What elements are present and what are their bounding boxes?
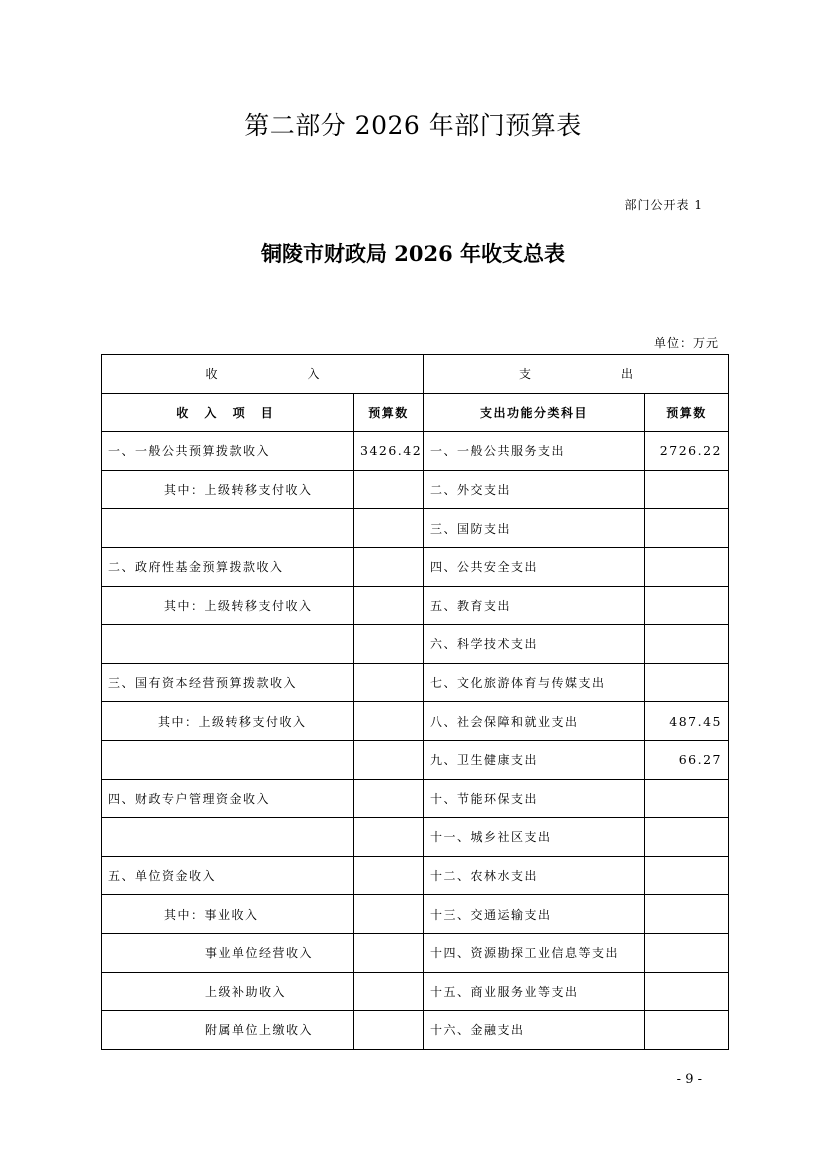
table-row [102, 933, 729, 972]
expense-amount [645, 779, 729, 818]
income-item: 其中：事业收入 [102, 895, 354, 934]
expense-item: 十三、交通运输支出 [424, 895, 645, 934]
part-title: 第二部分 2026 年部门预算表 [244, 111, 582, 140]
main-title: 铜陵市财政局 2026 年收支总表 [260, 241, 566, 266]
table-row [102, 856, 729, 895]
income-amount [354, 625, 424, 664]
expense-item: 十一、城乡社区支出 [424, 818, 645, 857]
col-income-item: 收 入 项 目 [102, 393, 354, 432]
income-item [102, 509, 354, 548]
table-row [102, 625, 729, 664]
expense-item: 十五、商业服务业等支出 [424, 972, 645, 1011]
table-row [102, 663, 729, 702]
expense-amount [645, 625, 729, 664]
table-row [102, 779, 729, 818]
table-row [102, 586, 729, 625]
expense-item: 十二、农林水支出 [424, 856, 645, 895]
expense-amount: 66.27 [645, 740, 729, 779]
expense-amount [645, 470, 729, 509]
table-row [102, 972, 729, 1011]
expense-section-header [424, 355, 729, 394]
expense-amount [645, 933, 729, 972]
page-number: - 9 - [676, 1072, 702, 1087]
expense-amount: 487.45 [645, 702, 729, 741]
col-income-amount: 预算数 [354, 393, 424, 432]
income-amount [354, 470, 424, 509]
income-item: 四、财政专户管理资金收入 [102, 779, 354, 818]
income-item: 五、单位资金收入 [102, 856, 354, 895]
expense-item: 十六、金融支出 [424, 1011, 645, 1050]
col-expense-amount: 预算数 [645, 393, 729, 432]
expense-amount [645, 663, 729, 702]
expense-section-char-2: 出 [621, 367, 634, 382]
expense-amount [645, 895, 729, 934]
table-row [102, 895, 729, 934]
expense-item: 五、教育支出 [424, 586, 645, 625]
expense-amount [645, 509, 729, 548]
expense-item: 八、社会保障和就业支出 [424, 702, 645, 741]
income-amount [354, 702, 424, 741]
income-item [102, 625, 354, 664]
income-amount [354, 779, 424, 818]
table-row [102, 470, 729, 509]
expense-item: 三、国防支出 [424, 509, 645, 548]
income-item: 附属单位上缴收入 [102, 1011, 354, 1050]
income-amount [354, 856, 424, 895]
income-amount [354, 509, 424, 548]
income-section-char-2: 入 [307, 367, 320, 382]
column-header-row [102, 393, 729, 432]
table-row [102, 740, 729, 779]
income-amount [354, 1011, 424, 1050]
expense-item: 四、公共安全支出 [424, 547, 645, 586]
expense-item: 六、科学技术支出 [424, 625, 645, 664]
expense-section-char-1: 支 [518, 367, 531, 382]
income-item: 其中：上级转移支付收入 [102, 702, 354, 741]
expense-item: 十四、资源勘探工业信息等支出 [424, 933, 645, 972]
expense-amount [645, 818, 729, 857]
expense-amount [645, 586, 729, 625]
expense-amount [645, 547, 729, 586]
expense-item: 十、节能环保支出 [424, 779, 645, 818]
table-number: 部门公开表 1 [624, 198, 703, 212]
income-amount [354, 895, 424, 934]
income-item: 上级补助收入 [102, 972, 354, 1011]
income-section-char-1: 收 [205, 367, 218, 382]
table-row [102, 818, 729, 857]
income-amount [354, 586, 424, 625]
unit-label: 单位：万元 [653, 336, 719, 350]
table-row [102, 547, 729, 586]
income-section-header [102, 355, 424, 394]
table-row [102, 432, 729, 471]
expense-amount [645, 972, 729, 1011]
income-item: 其中：上级转移支付收入 [102, 586, 354, 625]
expense-item: 二、外交支出 [424, 470, 645, 509]
income-item [102, 818, 354, 857]
col-expense-item: 支出功能分类科目 [424, 393, 645, 432]
income-amount [354, 933, 424, 972]
section-header-row [102, 355, 729, 394]
income-amount [354, 663, 424, 702]
expense-amount [645, 1011, 729, 1050]
expense-amount [645, 856, 729, 895]
income-amount [354, 740, 424, 779]
budget-table [101, 354, 729, 1050]
table-row [102, 509, 729, 548]
table-row [102, 702, 729, 741]
income-amount [354, 972, 424, 1011]
income-item: 其中：上级转移支付收入 [102, 470, 354, 509]
income-item: 事业单位经营收入 [102, 933, 354, 972]
income-item [102, 740, 354, 779]
income-amount [354, 547, 424, 586]
income-item: 二、政府性基金预算拨款收入 [102, 547, 354, 586]
income-item: 一、一般公共预算拨款收入 [102, 432, 354, 471]
income-amount: 3426.42 [354, 432, 424, 471]
table-row [102, 1011, 729, 1050]
income-amount [354, 818, 424, 857]
expense-item: 一、一般公共服务支出 [424, 432, 645, 471]
expense-item: 七、文化旅游体育与传媒支出 [424, 663, 645, 702]
income-item: 三、国有资本经营预算拨款收入 [102, 663, 354, 702]
expense-item: 九、卫生健康支出 [424, 740, 645, 779]
expense-amount: 2726.22 [645, 432, 729, 471]
